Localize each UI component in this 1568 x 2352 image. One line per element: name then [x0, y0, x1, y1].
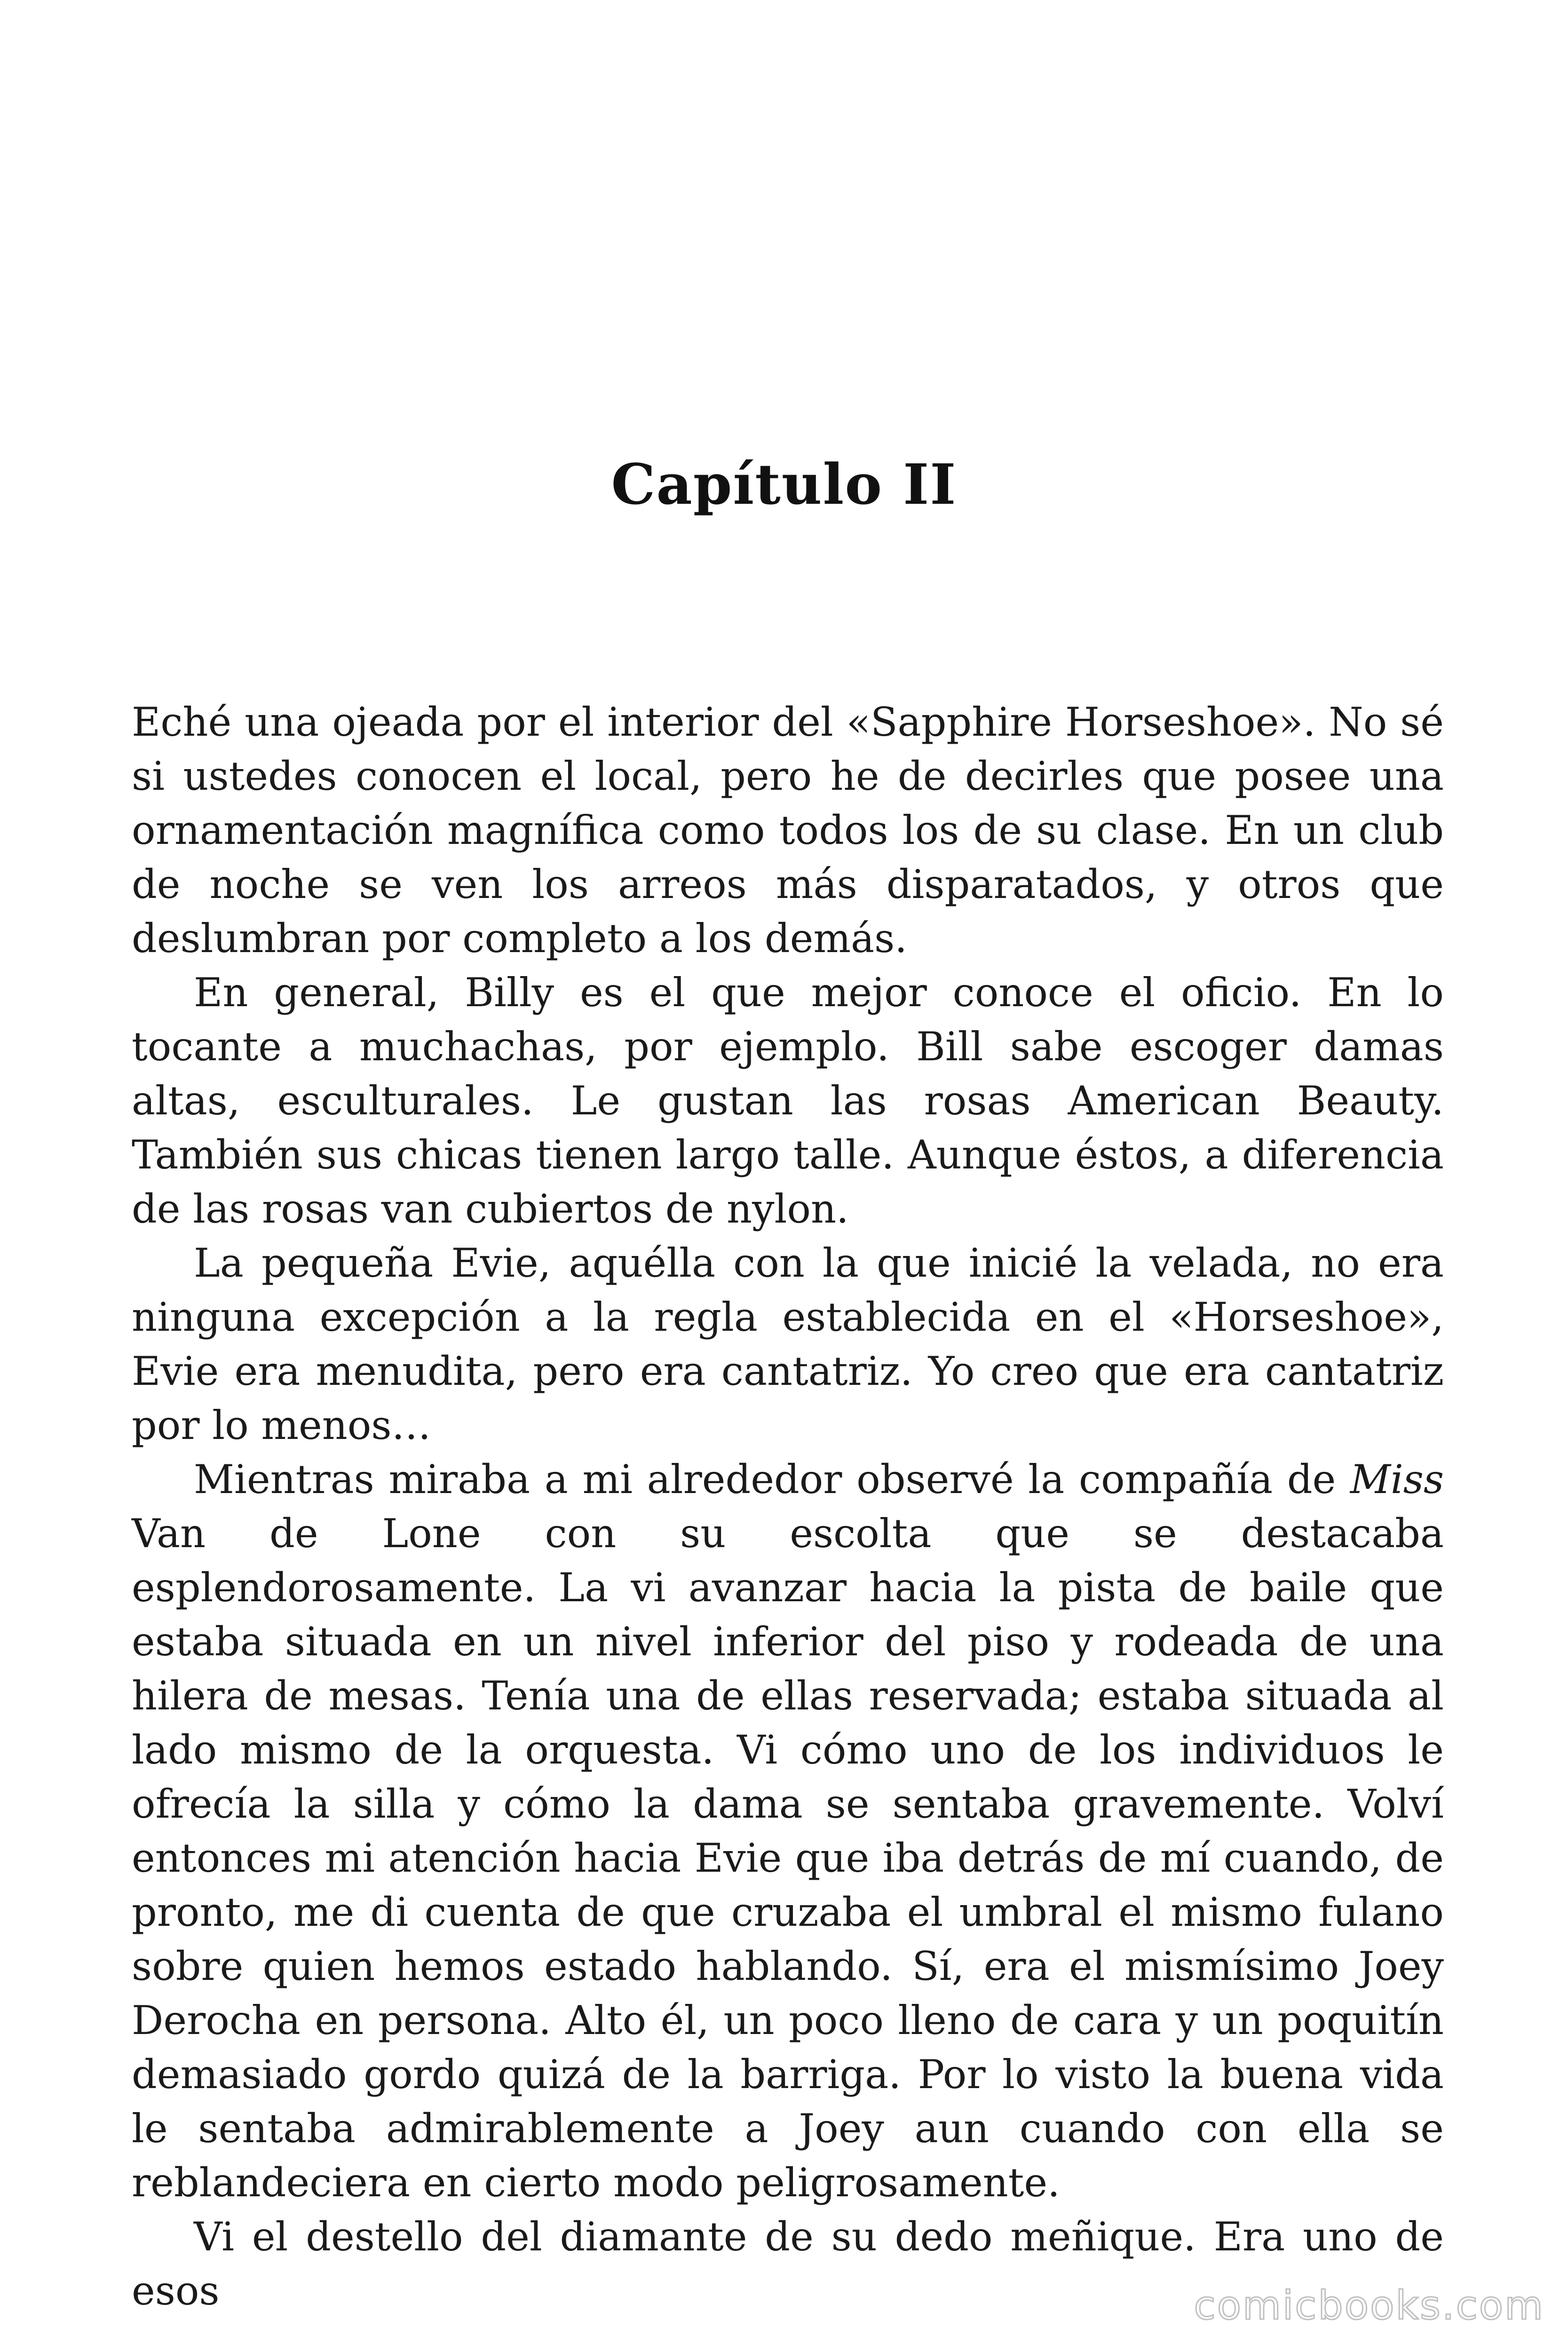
chapter-body: [132, 695, 1444, 2318]
paragraph-5: Vi el destello del diamante de su dedo meñique. Era uno de esos: [132, 2214, 1444, 2314]
paragraph-2: En general, Billy es el que mejor conoce el oficio. En lo tocante a muchachas, por ejemplo. Bill sabe escoger damas altas, esculturales. Le gustan las rosas American Beauty. También sus chicas tienen largo talle. Aunque éstos, a diferencia de las rosas van cubiertos de nylon.: [132, 969, 1444, 1232]
paragraph-3: La pequeña Evie, aquélla con la que inicié la velada, no era ninguna excepción a la regla establecida en el «Horseshoe», Evie era menudita, pero era cantatriz. Yo creo que era cantatriz por lo menos…: [132, 1240, 1444, 1448]
chapter-title: [0, 452, 1568, 517]
paragraph-1: Eché una ojeada por el interior del «Sapphire Horseshoe». No sé si ustedes conocen el local, pero he de decirles que posee una ornamentación magnífica como todos los de su clase. En un club de noche se ven los arreos más disparatados, y otros que deslumbran por completo a los demás.: [132, 699, 1444, 961]
paragraph-4-emphasis: Miss: [1350, 1456, 1444, 1502]
paragraph-4-after: Van de Lone con su escolta que se destacaba esplendorosamente. La vi avanzar hacia la pista de baile que estaba situada en un nivel inferior del piso y rodeada de una hilera de mesas. Tenía una de ellas reservada; estaba situada al lado mismo de la orquesta. Vi cómo uno de los individuos le ofrecía la silla y cómo la dama se sentaba gravemente. Volví entonces mi atención hacia Evie que iba detrás de mí cuando, de pronto, me di cuenta de que cruzaba el umbral el mismo fulano sobre quien hemos estado hablando. Sí, era el mismísimo Joey Derocha en persona. Alto él, un poco lleno de cara y un poquitín demasiado gordo quizá de la barriga. Por lo visto la buena vida le sentaba admirablemente a Joey aun cuando con ella se reblandeciera en cierto modo peligrosamente.: [132, 1510, 1444, 2206]
paragraph-4: [132, 1453, 1444, 2210]
chapter-title-text: Capítulo II: [611, 452, 957, 517]
paragraph-4-before: Mientras miraba a mi alrededor observé la compañía de: [194, 1456, 1350, 1502]
watermark: comicbooks.com: [1194, 2282, 1544, 2328]
